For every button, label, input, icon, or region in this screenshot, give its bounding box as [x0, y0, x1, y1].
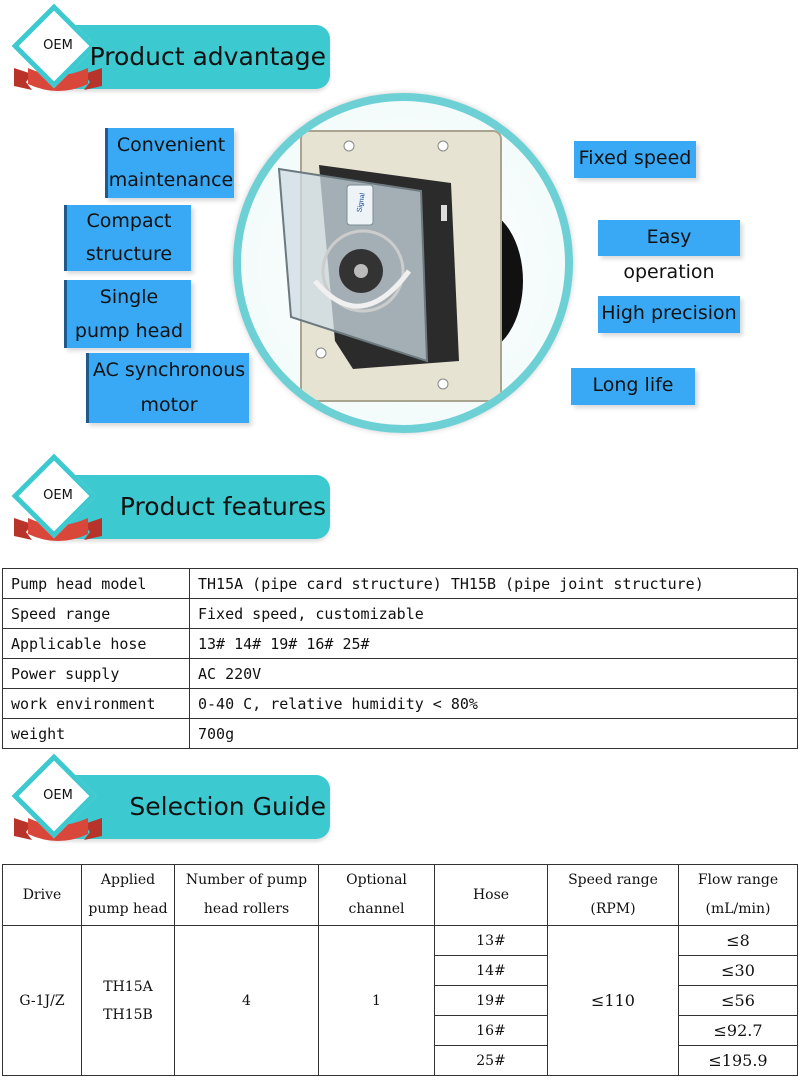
table-row	[3, 569, 798, 599]
column-header	[548, 865, 679, 926]
flow-cell: ≤8	[679, 926, 798, 956]
feature-value: 700g	[190, 719, 798, 749]
header-line: Flow range	[697, 872, 779, 888]
advantage-line: Convenient	[116, 134, 226, 156]
table-row	[3, 719, 798, 749]
feature-value: AC 220V	[190, 659, 798, 689]
column-header	[319, 865, 435, 926]
header-line: channel	[348, 901, 405, 917]
advantage-right-1	[574, 141, 696, 178]
advantage-line: structure	[85, 243, 173, 265]
advantage-left-1	[105, 128, 234, 198]
flow-cell: ≤30	[679, 956, 798, 986]
header-line: (mL/min)	[705, 901, 771, 917]
advantage-right-2	[598, 220, 740, 283]
header-line: pump head	[88, 901, 168, 917]
header-line: Hose	[472, 886, 510, 903]
flow-cell: ≤92.7	[679, 1016, 798, 1046]
speed-cell: ≤110	[548, 926, 679, 1076]
table-row	[3, 689, 798, 719]
section-banner-guide	[10, 760, 330, 860]
header-line: head rollers	[203, 901, 290, 917]
product-logo: Signal	[356, 192, 367, 213]
header-line: Optional	[346, 872, 407, 888]
drive-cell: G-1J/Z	[3, 926, 82, 1076]
advantage-label: High precision	[601, 302, 737, 324]
column-header	[3, 865, 82, 926]
advantage-line: AC synchronous	[92, 359, 246, 381]
rollers-cell: 4	[175, 926, 319, 1076]
feature-key: weight	[3, 719, 190, 749]
table-row	[3, 629, 798, 659]
table-header-row	[3, 865, 798, 926]
hose-cell: 19#	[435, 986, 548, 1016]
column-header	[679, 865, 798, 926]
feature-value: TH15A (pipe card structure) TH15B (pipe joint structure)	[190, 569, 798, 599]
feature-key: Speed range	[3, 599, 190, 629]
advantage-line: motor	[140, 394, 198, 416]
oem-label: OEM	[43, 788, 73, 803]
feature-value: 0-40 C, relative humidity < 80%	[190, 689, 798, 719]
advantage-line: Single	[99, 286, 159, 308]
features-table	[2, 568, 798, 749]
flow-cell: ≤195.9	[679, 1046, 798, 1076]
advantage-left-4	[86, 353, 249, 423]
table-row	[3, 599, 798, 629]
oem-label: OEM	[43, 488, 73, 503]
feature-value: Fixed speed, customizable	[190, 599, 798, 629]
advantage-right-3	[598, 296, 740, 333]
advantage-label: Long life	[592, 374, 674, 396]
header-line: Speed range	[568, 872, 658, 888]
column-header	[435, 865, 548, 926]
feature-key: Power supply	[3, 659, 190, 689]
section-title: Product features	[119, 492, 326, 521]
column-header	[82, 865, 175, 926]
pump-head-cell	[82, 926, 175, 1076]
selection-guide-table	[2, 864, 798, 1076]
table-row	[3, 926, 798, 956]
advantage-line: maintenance	[108, 169, 234, 191]
advantage-label: Fixed speed	[578, 147, 692, 169]
feature-key: Applicable hose	[3, 629, 190, 659]
flow-cell: ≤56	[679, 986, 798, 1016]
product-photo	[233, 93, 573, 433]
header-line: (RPM)	[590, 901, 636, 917]
feature-value: 13# 14# 19# 16# 25#	[190, 629, 798, 659]
table-row	[3, 659, 798, 689]
channel-cell: 1	[319, 926, 435, 1076]
feature-key: work environment	[3, 689, 190, 719]
advantage-left-3	[64, 280, 191, 348]
header-line: Number of pump	[185, 872, 308, 888]
header-line: Applied	[100, 872, 156, 888]
section-banner-features	[10, 460, 330, 560]
hose-cell: 13#	[435, 926, 548, 956]
hose-cell: 14#	[435, 956, 548, 986]
hose-cell: 25#	[435, 1046, 548, 1076]
advantage-right-4	[571, 368, 695, 405]
advantage-left-2	[64, 205, 191, 271]
advantage-label: Easy operation	[623, 226, 715, 283]
pump-illustration-icon	[241, 101, 565, 425]
section-title: Product advantage	[89, 42, 326, 71]
section-title: Selection Guide	[129, 792, 326, 821]
feature-key: Pump head model	[3, 569, 190, 599]
oem-label: OEM	[43, 38, 73, 53]
advantage-line: pump head	[74, 320, 184, 342]
pump-head-value: TH15A	[103, 978, 153, 995]
header-line: Drive	[22, 886, 62, 903]
section-banner-advantage	[10, 10, 330, 110]
hose-cell: 16#	[435, 1016, 548, 1046]
column-header	[175, 865, 319, 926]
pump-head-value: TH15B	[103, 1006, 153, 1023]
advantage-line: Compact	[86, 210, 172, 232]
